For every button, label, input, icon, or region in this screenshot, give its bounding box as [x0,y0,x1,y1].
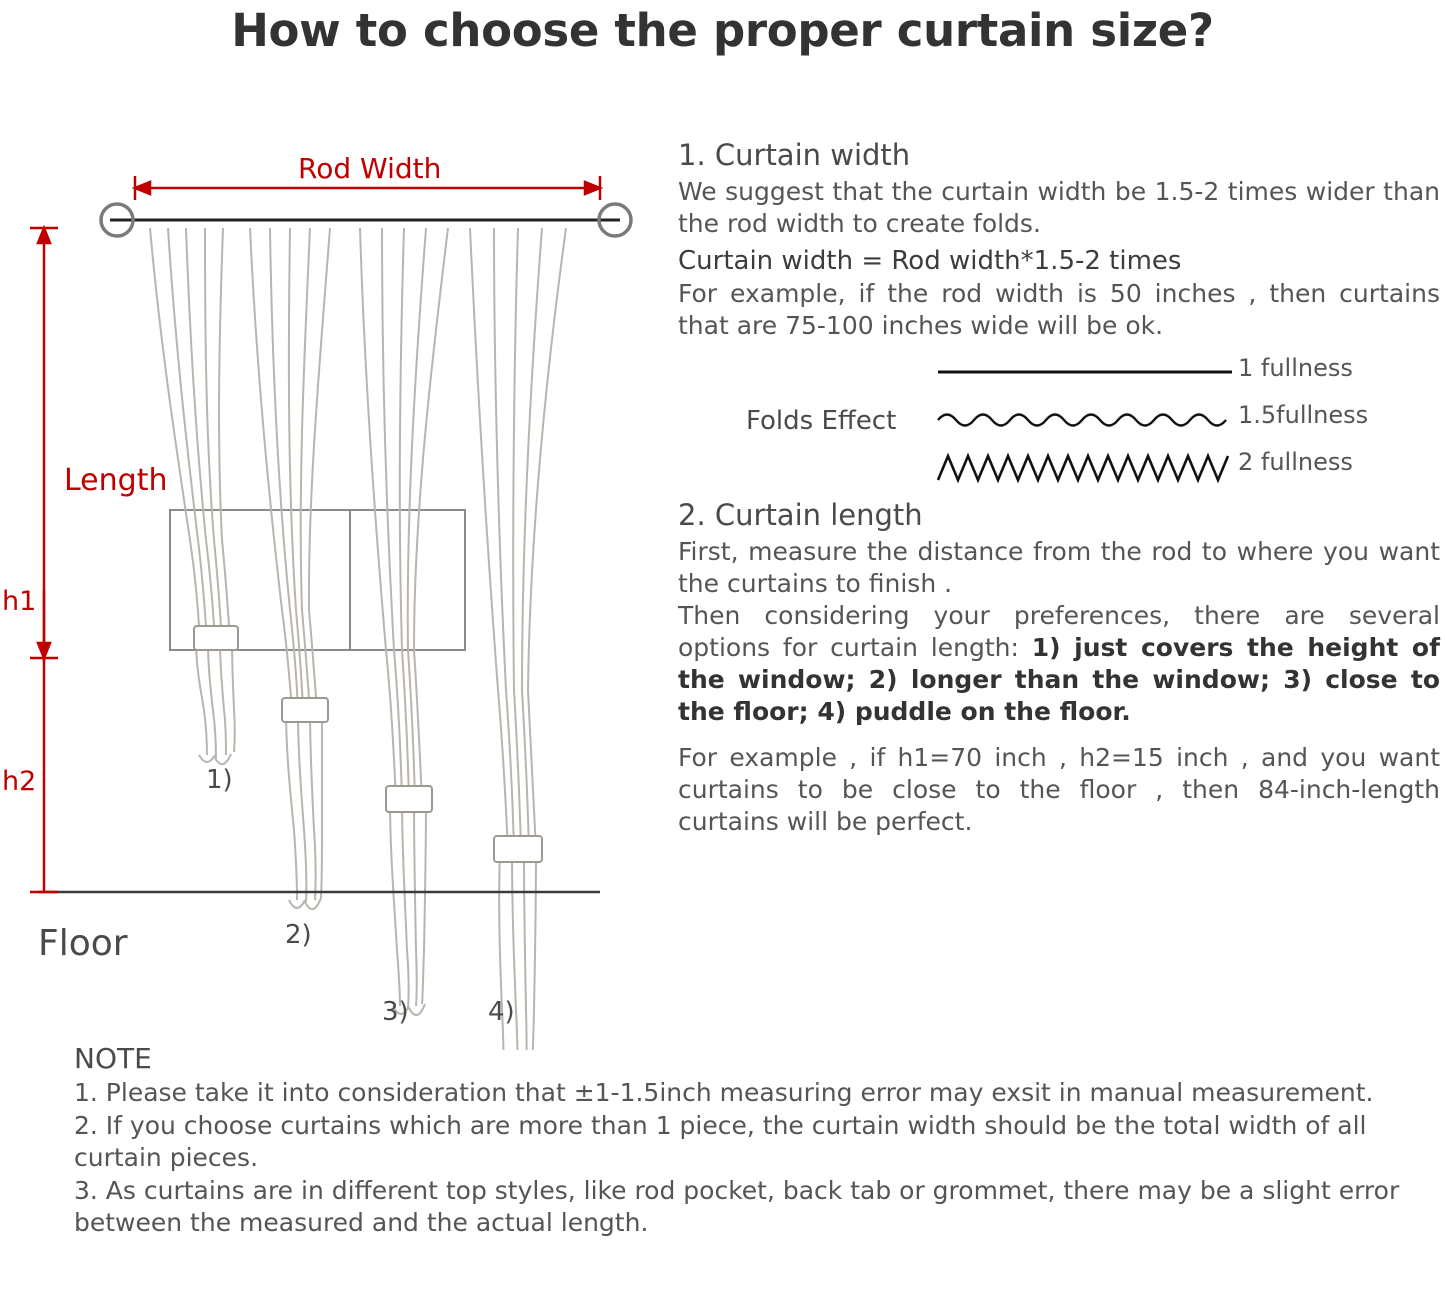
svg-text:2): 2) [285,920,312,950]
svg-text:h2: h2 [2,766,37,797]
section-2 [678,498,1440,838]
svg-text:1): 1) [206,765,233,795]
note-line-1: 1. Please take it into consideration that ±1-1.5inch measuring error may exsit in manual measurement. [74,1078,1374,1107]
note-line-3: 3. As curtains are in different top styles, like rod pocket, back tab or grommet, there may be a slight error between the measured and the actual length. [74,1175,1400,1237]
section-1-heading: 1. Curtain width [678,138,911,172]
folds-effect-diagram [678,354,1440,488]
svg-text:Floor: Floor [38,923,128,964]
svg-text:4): 4) [488,997,515,1027]
section-2-paragraph-2-prefix: Then considering your preferences, there are several options for curtain length: [678,601,1440,662]
section-2-heading: 2. Curtain length [678,498,923,532]
svg-text:h1: h1 [2,586,37,617]
folds-effect-label: Folds Effect [746,406,897,436]
instructions-column [678,138,1440,838]
section-2-paragraph-3: For example , if h1=70 inch , h2=15 inch , and you want curtains to be close to the floor , then 84-inch-length curtains will be perfect. [678,743,1440,836]
note-block [74,1042,1404,1240]
note-title: NOTE [74,1042,152,1075]
svg-text:3): 3) [382,997,409,1027]
curtain-width-formula: Curtain width = Rod width*1.5-2 times [678,246,1182,276]
svg-text:Rod Width: Rod Width [298,152,442,185]
section-2-paragraph-1: First, measure the distance from the rod to where you want the curtains to finish . [678,537,1440,598]
curtain-diagram [0,110,660,1050]
section-1-paragraph-2: For example, if the rod width is 50 inches , then curtains that are 75-100 inches wide will be ok. [678,279,1440,340]
folds-legend-item-3: 2 fullness [1238,448,1353,476]
note-line-2: 2. If you choose curtains which are more than 1 piece, the curtain width should be the total width of all curtain pieces. [74,1110,1367,1172]
svg-text:Length: Length [64,463,168,498]
section-2-paragraph-2 [678,600,1440,728]
section-1-paragraph-1: We suggest that the curtain width be 1.5-2 times wider than the rod width to create folds. [678,177,1440,238]
folds-legend-item-1: 1 fullness [1238,354,1353,382]
section-2-paragraph-2-bold: 1) just covers the height of the window; 2) longer than the window; 3) close to the floor; 4) puddle on the floor. [678,633,1440,726]
folds-legend-item-2: 1.5fullness [1238,401,1369,429]
page-title: How to choose the proper curtain size? [231,4,1214,57]
